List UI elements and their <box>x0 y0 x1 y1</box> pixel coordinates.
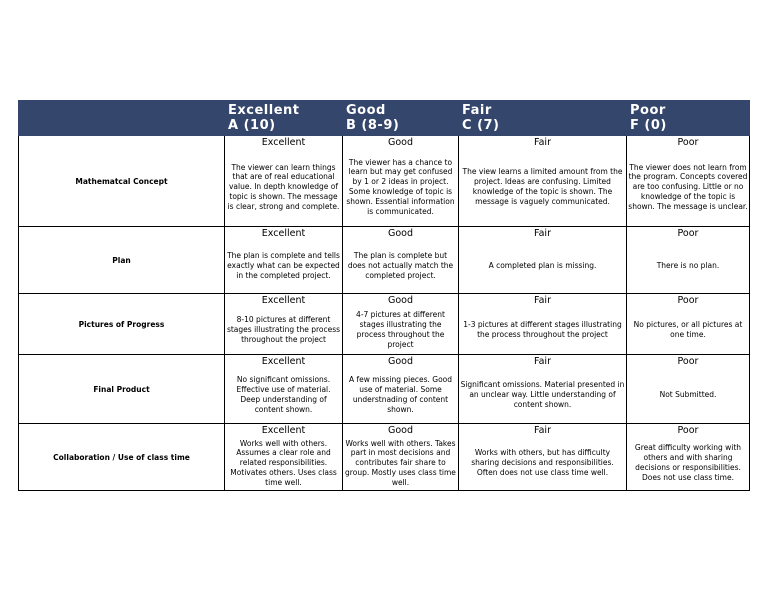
cell-description: The viewer does not learn from the program. Concepts covered are too confusing. Little or no knowledge of the topic is shown. The message is unclear. <box>628 162 748 211</box>
cell-description: Great difficulty working with others and with sharing decisions or responsibilities. Does not use class time. <box>634 443 742 482</box>
header-level-name: Good <box>346 103 386 118</box>
cell-description: No pictures, or all pictures at one time. <box>633 320 743 339</box>
level-label: Good <box>387 228 414 239</box>
rubric-cell <box>627 355 750 424</box>
header-good <box>343 101 459 136</box>
header-level-name: Excellent <box>228 103 300 118</box>
level-label: Excellent <box>261 356 306 367</box>
cell-description: Not Submitted. <box>659 390 717 400</box>
table-row <box>19 227 750 294</box>
rubric-cell <box>343 424 459 491</box>
rubric-cell <box>343 136 459 227</box>
table-row <box>19 294 750 355</box>
level-label: Fair <box>534 295 551 306</box>
rubric-cell <box>225 136 343 227</box>
cell-description: There is no plan. <box>656 261 720 271</box>
level-label: Fair <box>534 356 551 367</box>
cell-description: A few missing pieces. Good use of material. Some understnading of content shown. <box>348 375 453 414</box>
rubric-cell <box>627 136 750 227</box>
level-label: Fair <box>534 137 551 148</box>
rubric-cell <box>459 355 627 424</box>
header-level-grade: C (7) <box>462 118 500 133</box>
criterion-label: Pictures of Progress <box>19 294 225 355</box>
cell-description: 1-3 pictures at different stages illustrating the process throughout the project <box>463 320 622 339</box>
criterion-label: Collaboration / Use of class time <box>19 424 225 491</box>
rubric-cell <box>343 294 459 355</box>
table-row <box>19 355 750 424</box>
header-level-grade: B (8-9) <box>346 118 400 133</box>
level-label: Excellent <box>261 295 306 306</box>
level-label: Fair <box>534 228 551 239</box>
level-label: Excellent <box>261 425 306 436</box>
cell-description: The view learns a limited amount from the project. Ideas are confusing. Limited knowledge of the topic is shown. The message is vaguely communicated. <box>462 167 623 206</box>
cell-description: No significant omissions. Effective use of material. Deep understanding of content shown. <box>236 375 331 414</box>
level-label: Poor <box>677 425 699 436</box>
level-label: Excellent <box>261 137 306 148</box>
level-label: Good <box>387 356 414 367</box>
rubric-cell <box>627 424 750 491</box>
cell-description: 4-7 pictures at different stages illustrating the process throughout the project <box>356 310 445 349</box>
rubric-cell <box>225 227 343 294</box>
level-label: Excellent <box>261 228 306 239</box>
rubric-cell <box>627 294 750 355</box>
header-level-name: Fair <box>462 103 492 118</box>
rubric-cell <box>459 424 627 491</box>
header-level-grade: A (10) <box>228 118 276 133</box>
level-label: Poor <box>677 137 699 148</box>
rubric-cell <box>459 294 627 355</box>
level-label: Fair <box>534 425 551 436</box>
cell-description: The plan is complete and tells exactly what can be expected in the completed project. <box>227 251 340 280</box>
rubric-table <box>18 100 750 491</box>
level-label: Good <box>387 295 414 306</box>
rubric-cell <box>225 355 343 424</box>
cell-description: A completed plan is missing. <box>488 261 597 271</box>
header-poor <box>627 101 750 136</box>
level-label: Good <box>387 425 414 436</box>
level-label: Poor <box>677 356 699 367</box>
rubric-cell <box>225 294 343 355</box>
cell-description: Works well with others. Takes part in most decisions and contributes fair share to group. Mostly uses class time well. <box>345 438 456 487</box>
cell-description: The viewer has a chance to learn but may get confused by 1 or 2 ideas in project. Some knowledge of topic is shown. Essential information is communicated. <box>346 157 455 216</box>
criterion-label: Final Product <box>19 355 225 424</box>
header-level-grade: F (0) <box>630 118 667 133</box>
rubric-cell <box>627 227 750 294</box>
rubric-cell <box>343 227 459 294</box>
rubric-cell <box>459 136 627 227</box>
header-excellent <box>225 101 343 136</box>
rubric-cell <box>459 227 627 294</box>
cell-description: The plan is complete but does not actually match the completed project. <box>347 251 454 280</box>
cell-description: Works with others, but has difficulty sharing decisions and responsibilities. Often does not use class time well. <box>471 448 614 477</box>
criterion-label: Plan <box>19 227 225 294</box>
cell-description: The viewer can learn things that are of real educational value. In depth knowledge of topic is shown. The message is clear, strong and complete. <box>227 162 340 211</box>
rubric-cell <box>343 355 459 424</box>
cell-description: Significant omissions. Material presented in an unclear way. Little understanding of content shown. <box>460 380 625 409</box>
rubric-cell <box>225 424 343 491</box>
header-fair <box>459 101 627 136</box>
cell-description: Works well with others. Assumes a clear role and related responsibilities. Motivates others. Uses class time well. <box>230 438 337 487</box>
header-level-name: Poor <box>630 103 666 118</box>
criterion-label: Mathematcal Concept <box>19 136 225 227</box>
level-label: Poor <box>677 295 699 306</box>
level-label: Poor <box>677 228 699 239</box>
header-blank-cell <box>19 101 225 136</box>
cell-description: 8-10 pictures at different stages illustrating the process throughout the project <box>226 315 341 344</box>
table-row <box>19 424 750 491</box>
rubric-header-row <box>19 101 750 136</box>
level-label: Good <box>387 137 414 148</box>
table-row <box>19 136 750 227</box>
